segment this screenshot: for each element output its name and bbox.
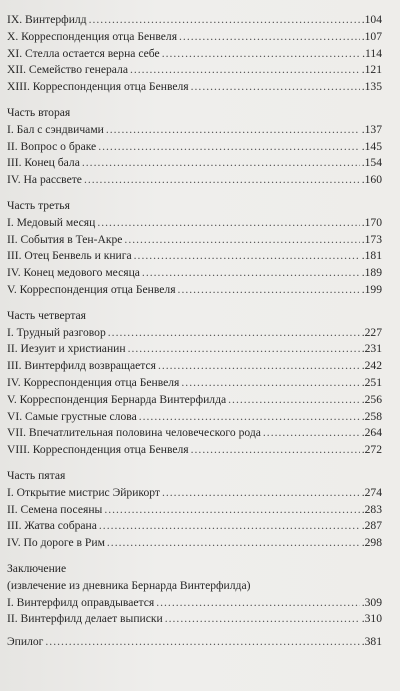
toc-entry-page: .283 (361, 502, 382, 516)
part-heading: Заключение (7, 561, 67, 575)
toc-entry-title: X. Корреспонденция отца Бенвеля (7, 29, 178, 43)
dot-leader (263, 425, 360, 442)
dot-leader (134, 248, 360, 265)
toc-section-part1-end (7, 12, 382, 96)
toc-entry-title: Эпилог (7, 635, 44, 649)
toc-entry (7, 265, 382, 282)
toc-entry-page: .264 (361, 426, 382, 440)
toc-entry-title: III. Винтерфилд возвращается (7, 359, 156, 373)
dot-leader (142, 265, 360, 282)
dot-leader (45, 634, 359, 651)
dot-leader (162, 46, 360, 63)
dot-leader (156, 595, 359, 612)
toc-entry-title: I. Открытие мистрис Эйрикорт (7, 485, 160, 499)
toc-entry (7, 425, 382, 442)
toc-entry (7, 122, 382, 139)
toc-section-epilogue (7, 634, 382, 651)
toc-entry-title: IV. Конец медового месяца (7, 266, 140, 280)
part-subheading: (извлечение из дневника Бернарда Винтерфилда) (7, 578, 251, 592)
toc-entry-page: .199 (361, 282, 382, 296)
dot-leader (89, 12, 360, 29)
toc-section-part2 (7, 105, 382, 189)
dot-leader (84, 172, 360, 189)
part-heading: Часть вторая (7, 105, 71, 119)
toc-entry-page: .256 (361, 392, 382, 406)
toc-entry-page: .242 (361, 359, 382, 373)
toc-entry (7, 232, 382, 249)
toc-entry (7, 325, 382, 342)
dot-leader (82, 155, 360, 172)
toc-section-part3 (7, 198, 382, 299)
toc-entry (7, 485, 382, 502)
dot-leader (191, 442, 360, 459)
dot-leader (107, 535, 360, 552)
toc-entry-page: .251 (361, 375, 382, 389)
toc-entry (7, 442, 382, 459)
dot-leader (139, 409, 360, 426)
dot-leader (228, 392, 360, 409)
toc-entry-title: I. Винтерфилд оправдывается (7, 595, 155, 609)
toc-entry (7, 341, 382, 358)
toc-entry-page: .272 (361, 443, 382, 457)
toc-entry-title: IV. На рассвете (7, 173, 82, 187)
toc-entry-page: .274 (361, 485, 382, 499)
toc-entry (7, 358, 382, 375)
toc-entry-page: .189 (361, 266, 382, 280)
toc-entry-title: IX. Винтерфилд (7, 13, 87, 26)
toc-entry-title: I. Бал с сэндвичами (7, 122, 104, 136)
dot-leader (128, 341, 360, 358)
toc-entry-page: .104 (361, 13, 382, 26)
toc-entry (7, 502, 382, 519)
part-heading: Часть пятая (7, 468, 66, 482)
dot-leader (130, 62, 360, 79)
dot-leader (158, 358, 360, 375)
toc-entry-title: VI. Самые грустные слова (7, 409, 137, 423)
toc-entry (7, 375, 382, 392)
toc-entry (7, 535, 382, 552)
dot-leader (165, 611, 360, 628)
toc-section-part4 (7, 308, 382, 459)
toc-entry-page: .258 (361, 409, 382, 423)
dot-leader (106, 122, 360, 139)
toc-section-conclusion (7, 561, 382, 628)
toc-entry-title: VIII. Корреспонденция отца Бенвеля (7, 443, 189, 457)
toc-entry-page: .231 (361, 342, 382, 356)
toc-entry (7, 595, 382, 612)
toc-entry (7, 139, 382, 156)
toc-entry-title: I. Медовый месяц (7, 215, 96, 229)
toc-entry (7, 634, 382, 651)
toc-entry (7, 611, 382, 628)
dot-leader (98, 139, 359, 156)
toc-entry-page: .287 (361, 519, 382, 533)
toc-entry-title: I. Трудный разговор (7, 325, 106, 339)
toc-entry (7, 172, 382, 189)
toc-entry-title: II. Иезуит и христианин (7, 342, 126, 356)
toc-entry (7, 79, 382, 96)
toc-entry-title: II. Винтерфилд делает выписки (7, 612, 163, 626)
toc-entry-title: XII. Семейство генерала (7, 63, 128, 77)
toc-entry-page: .135 (361, 80, 382, 94)
toc-entry-page: .145 (361, 139, 382, 153)
toc-entry-title: V. Корреспонденция отца Бенвеля (7, 282, 176, 296)
toc-entry (7, 12, 382, 29)
dot-leader (124, 232, 359, 249)
toc-entry-title: II. Вопрос о браке (7, 139, 97, 153)
part-heading: Часть третья (7, 198, 70, 212)
toc-entry-page: .137 (361, 122, 382, 136)
toc-entry-title: VII. Впечатлительная половина человеческого рода (7, 426, 261, 440)
toc-entry-title: XIII. Корреспонденция отца Бенвеля (7, 80, 189, 94)
toc-entry-page: .227 (361, 325, 382, 339)
toc-entry-page: .114 (362, 46, 382, 60)
toc-entry-title: IV. По дороге в Рим (7, 536, 105, 550)
toc-entry (7, 62, 382, 79)
toc-entry-page: .298 (361, 536, 382, 550)
toc-entry-page: .173 (361, 232, 382, 246)
part-heading: Часть четвертая (7, 308, 87, 322)
toc-entry-page: .107 (361, 29, 382, 43)
toc-entry-title: II. События в Тен-Акре (7, 232, 123, 246)
toc-entry-page: .309 (361, 595, 382, 609)
toc-entry-page: .310 (361, 612, 382, 626)
toc-entry-page: .181 (361, 249, 382, 263)
toc-entry-title: II. Семена посеяны (7, 502, 103, 516)
toc-entry (7, 155, 382, 172)
toc-entry-title: III. Отец Бенвель и книга (7, 249, 132, 263)
dot-leader (99, 518, 360, 535)
toc-entry-title: III. Конец бала (7, 156, 80, 170)
toc-entry (7, 46, 382, 63)
toc-entry (7, 29, 382, 46)
toc-entry (7, 392, 382, 409)
toc-entry-title: IV. Корреспонденция отца Бенвеля (7, 375, 180, 389)
dot-leader (181, 375, 359, 392)
toc-entry-title: III. Жатва собрана (7, 519, 97, 533)
dot-leader (191, 79, 360, 96)
toc-entry-title: XI. Стелла остается верна себе (7, 46, 160, 60)
toc-entry-page: .160 (361, 173, 382, 187)
toc-entry-page: .170 (361, 215, 382, 229)
dot-leader (162, 485, 360, 502)
toc-entry (7, 215, 382, 232)
toc-entry-page: .154 (361, 156, 382, 170)
toc-entry-page: .121 (361, 63, 382, 77)
dot-leader (97, 215, 359, 232)
toc-section-part5 (7, 468, 382, 552)
toc-entry (7, 248, 382, 265)
dot-leader (108, 325, 360, 342)
toc-entry-title: V. Корреспонденция Бернарда Винтерфилда (7, 392, 227, 406)
dot-leader (178, 282, 360, 299)
dot-leader (179, 29, 360, 46)
dot-leader (104, 502, 359, 519)
toc-entry (7, 282, 382, 299)
toc-entry (7, 409, 382, 426)
toc-entry-page: .381 (361, 635, 382, 649)
toc-entry (7, 518, 382, 535)
